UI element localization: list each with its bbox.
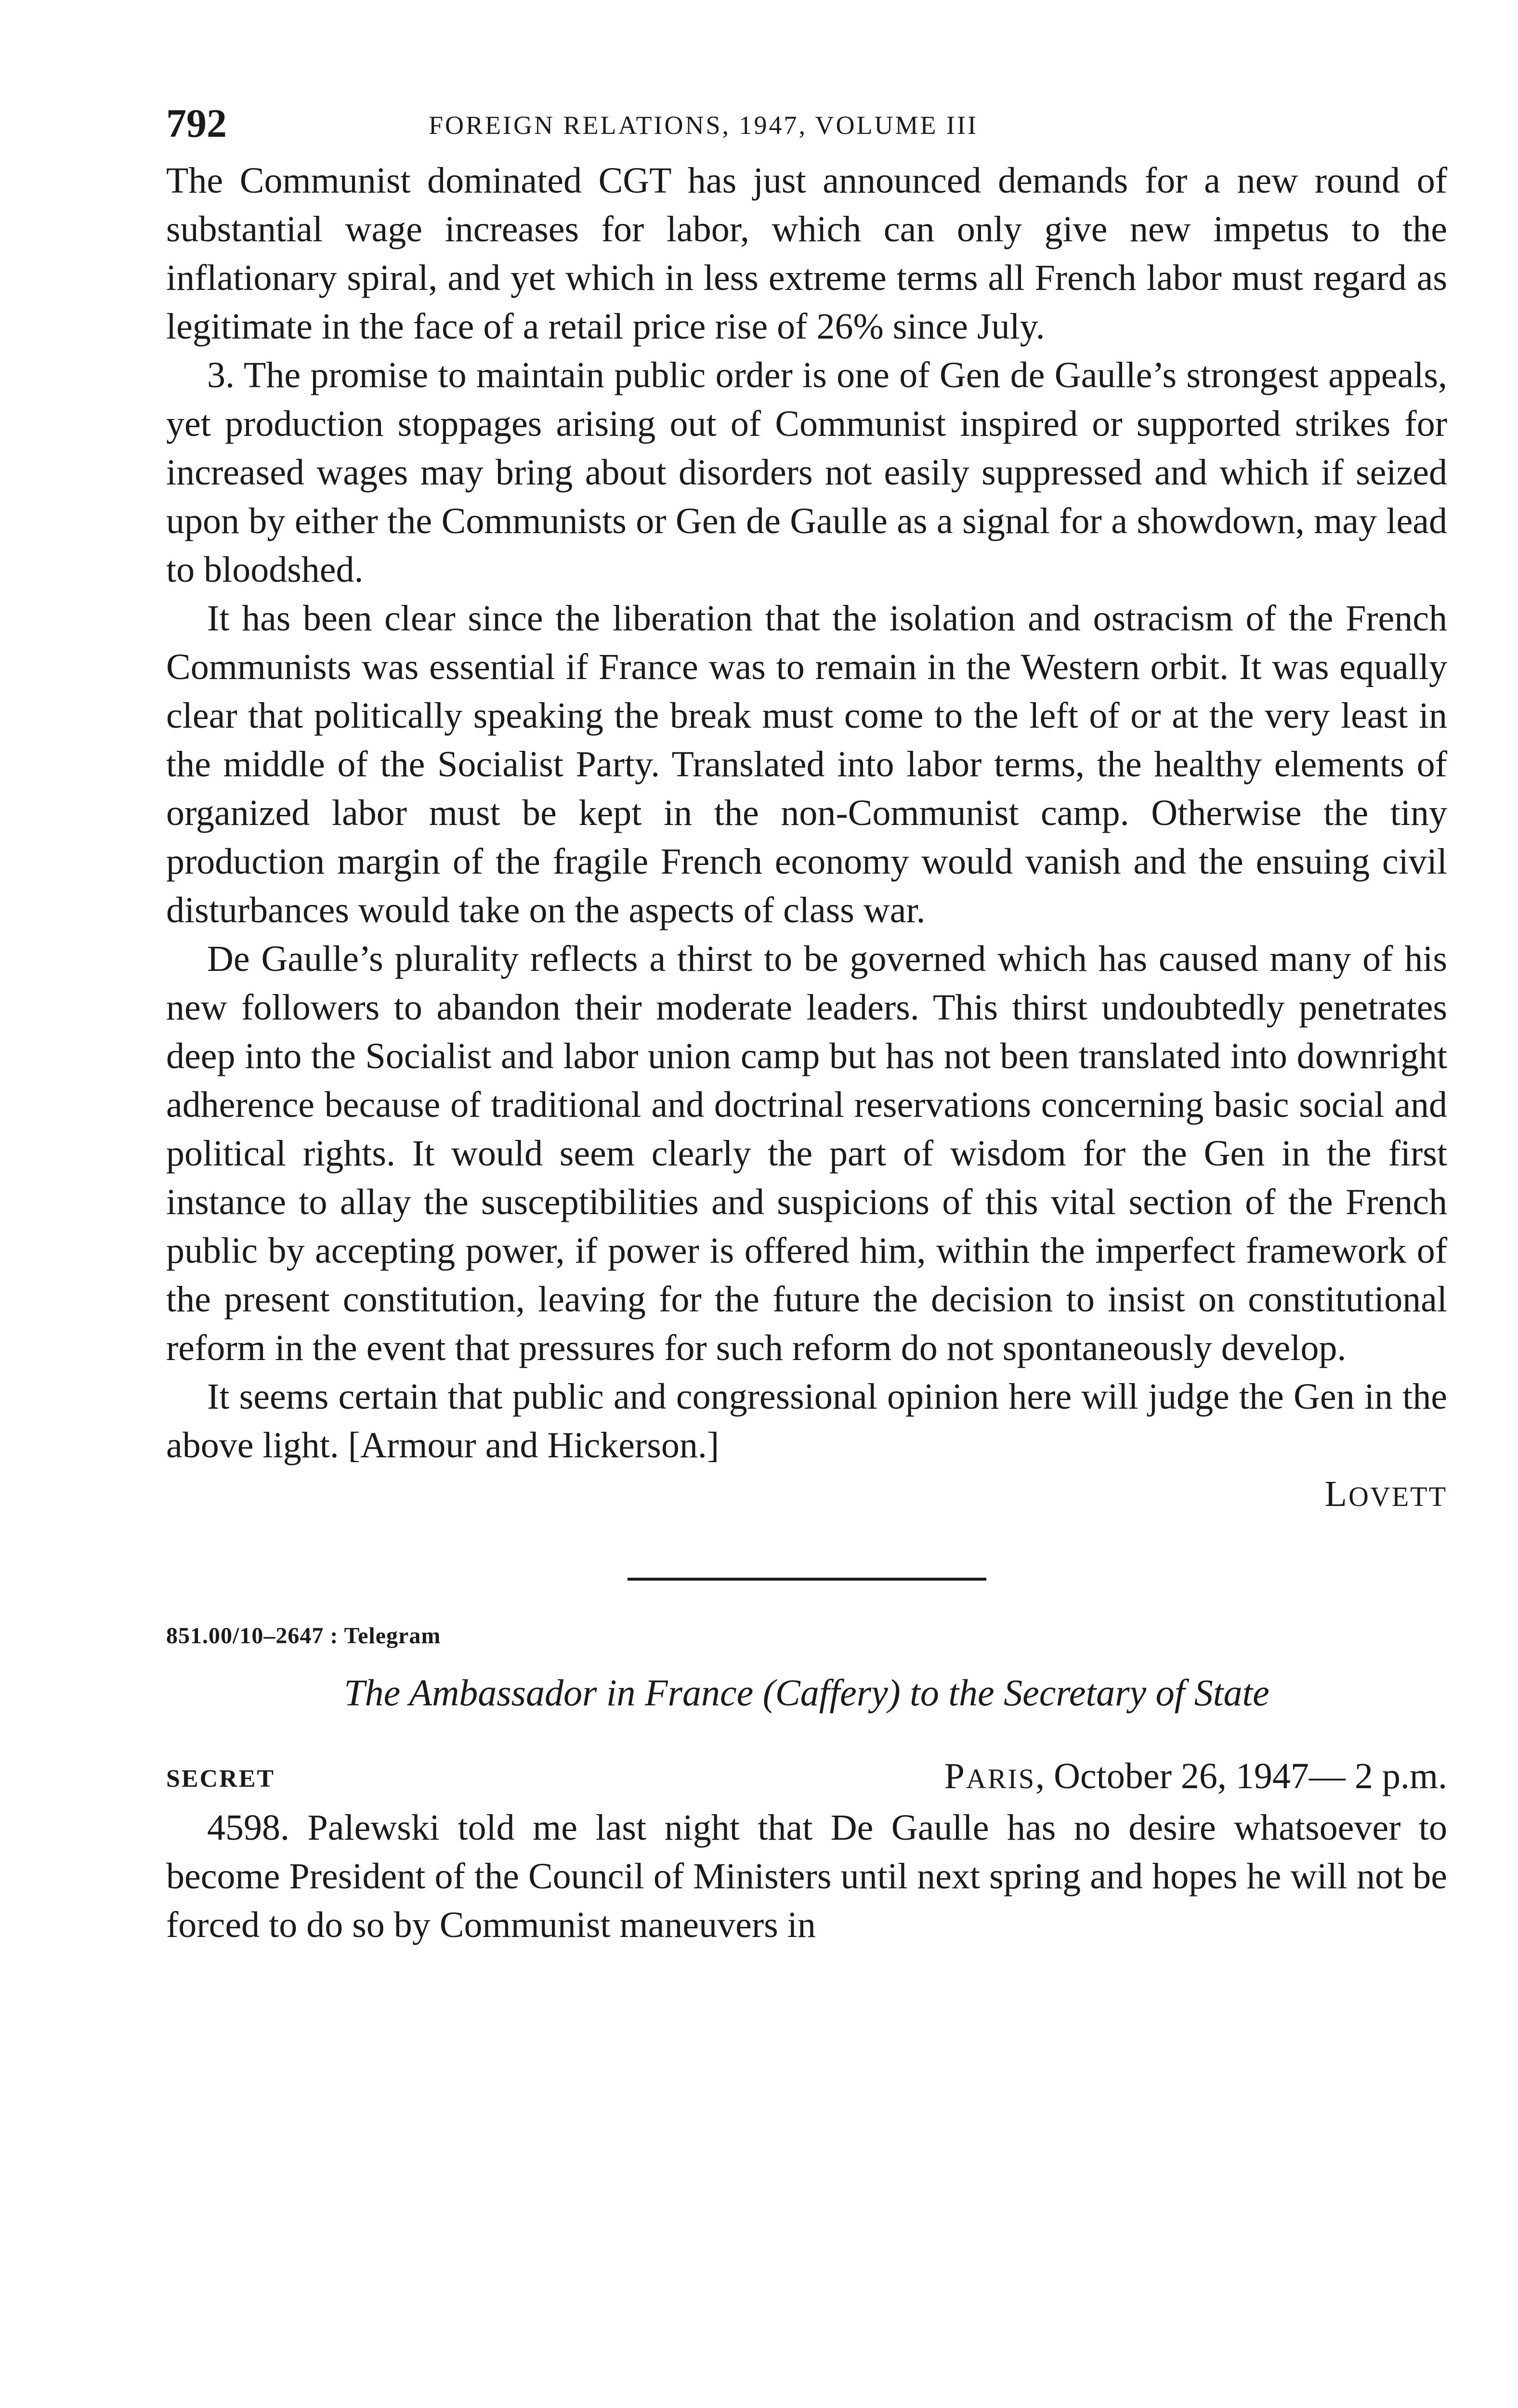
file-reference: 851.00/10–2647 : Telegram	[166, 1623, 441, 1649]
document-title: The Ambassador in France (Caffery) to the Secretary of State	[344, 1672, 1269, 1714]
paragraph-opinion: It seems certain that public and congressional opinion here will judge the Gen in the above light. [Armour and Hickerson.]	[166, 1376, 1447, 1466]
paragraph-isolation: It has been clear since the liberation that the isolation and ostracism of the French Communists was essential if France was to remain in the Western orbit. It was equally clear that politically speaking the break must come to the left of or at the very least in the middle of the Socialist Party. Translated into labor terms, the healthy elements of organized labor must be kept in the non-Communist camp. Otherwise the tiny production margin of the fragile French economy would vanish and the ensuing civil disturbances would take on the aspects of class war.	[166, 598, 1447, 930]
place-initial: P	[944, 1756, 966, 1796]
date-time: , October 26, 1947— 2 p.m.	[1035, 1756, 1447, 1796]
classification-label: SECRET	[166, 1765, 275, 1793]
section-divider	[628, 1578, 986, 1581]
paragraph-plurality: De Gaulle’s plurality reflects a thirst to be governed which has caused many of his new followers to abandon their moderate leaders. This thirst undoubtedly penetrates deep into the Socialist and labor union camp but has not been translated into downright adherence because of traditional and doctrinal reservations concerning basic social and political rights. It would seem clearly the part of wisdom for the Gen in the first instance to allay the susceptibilities and suspicions of this vital section of the French public by accepting power, if power is offered him, within the imperfect framework of the present constitution, leaving for the future the decision to insist on constitutional reform in the event that pressures for such reform do not spontaneously develop.	[166, 939, 1447, 1368]
place-name	[944, 1756, 1036, 1796]
paragraph-public-order: 3. The promise to maintain public order is one of Gen de Gaulle’s strongest appeals, yet production stoppages arising out of Communist inspired or supported strikes for increased wages may bring about disorders not easily suppressed and which if seized upon by either the Communists or Gen de Gaulle as a signal for a showdown, may lead to bloodshed.	[166, 355, 1447, 590]
running-header	[166, 101, 1447, 157]
signature-rest: OVETT	[1348, 1481, 1447, 1512]
document-page	[166, 101, 1447, 1950]
dateline	[166, 1752, 1447, 1801]
page-number: 792	[166, 101, 227, 146]
previous-document-body	[166, 157, 1447, 1521]
signature-initial: L	[1324, 1474, 1348, 1514]
paragraph-4598: 4598. Palewski told me last night that De Gaulle has no desire whatsoever to become President of the Council of Ministers until next spring and hopes he will not be forced to do so by Communist maneuvers in	[166, 1807, 1447, 1945]
signature-lovett	[166, 1470, 1447, 1521]
telegram-body	[166, 1804, 1447, 1950]
running-title: FOREIGN RELATIONS, 1947, VOLUME III	[429, 111, 978, 140]
place-rest: ARIS	[966, 1763, 1036, 1794]
place-and-date	[944, 1752, 1447, 1803]
paragraph-continued: The Communist dominated CGT has just announced demands for a new round of substantial wage increases for labor, which can only give new impetus to the inflationary spiral, and yet which in less extreme terms all French labor must regard as legitimate in the face of a retail price rise of 26% since July.	[166, 160, 1447, 347]
